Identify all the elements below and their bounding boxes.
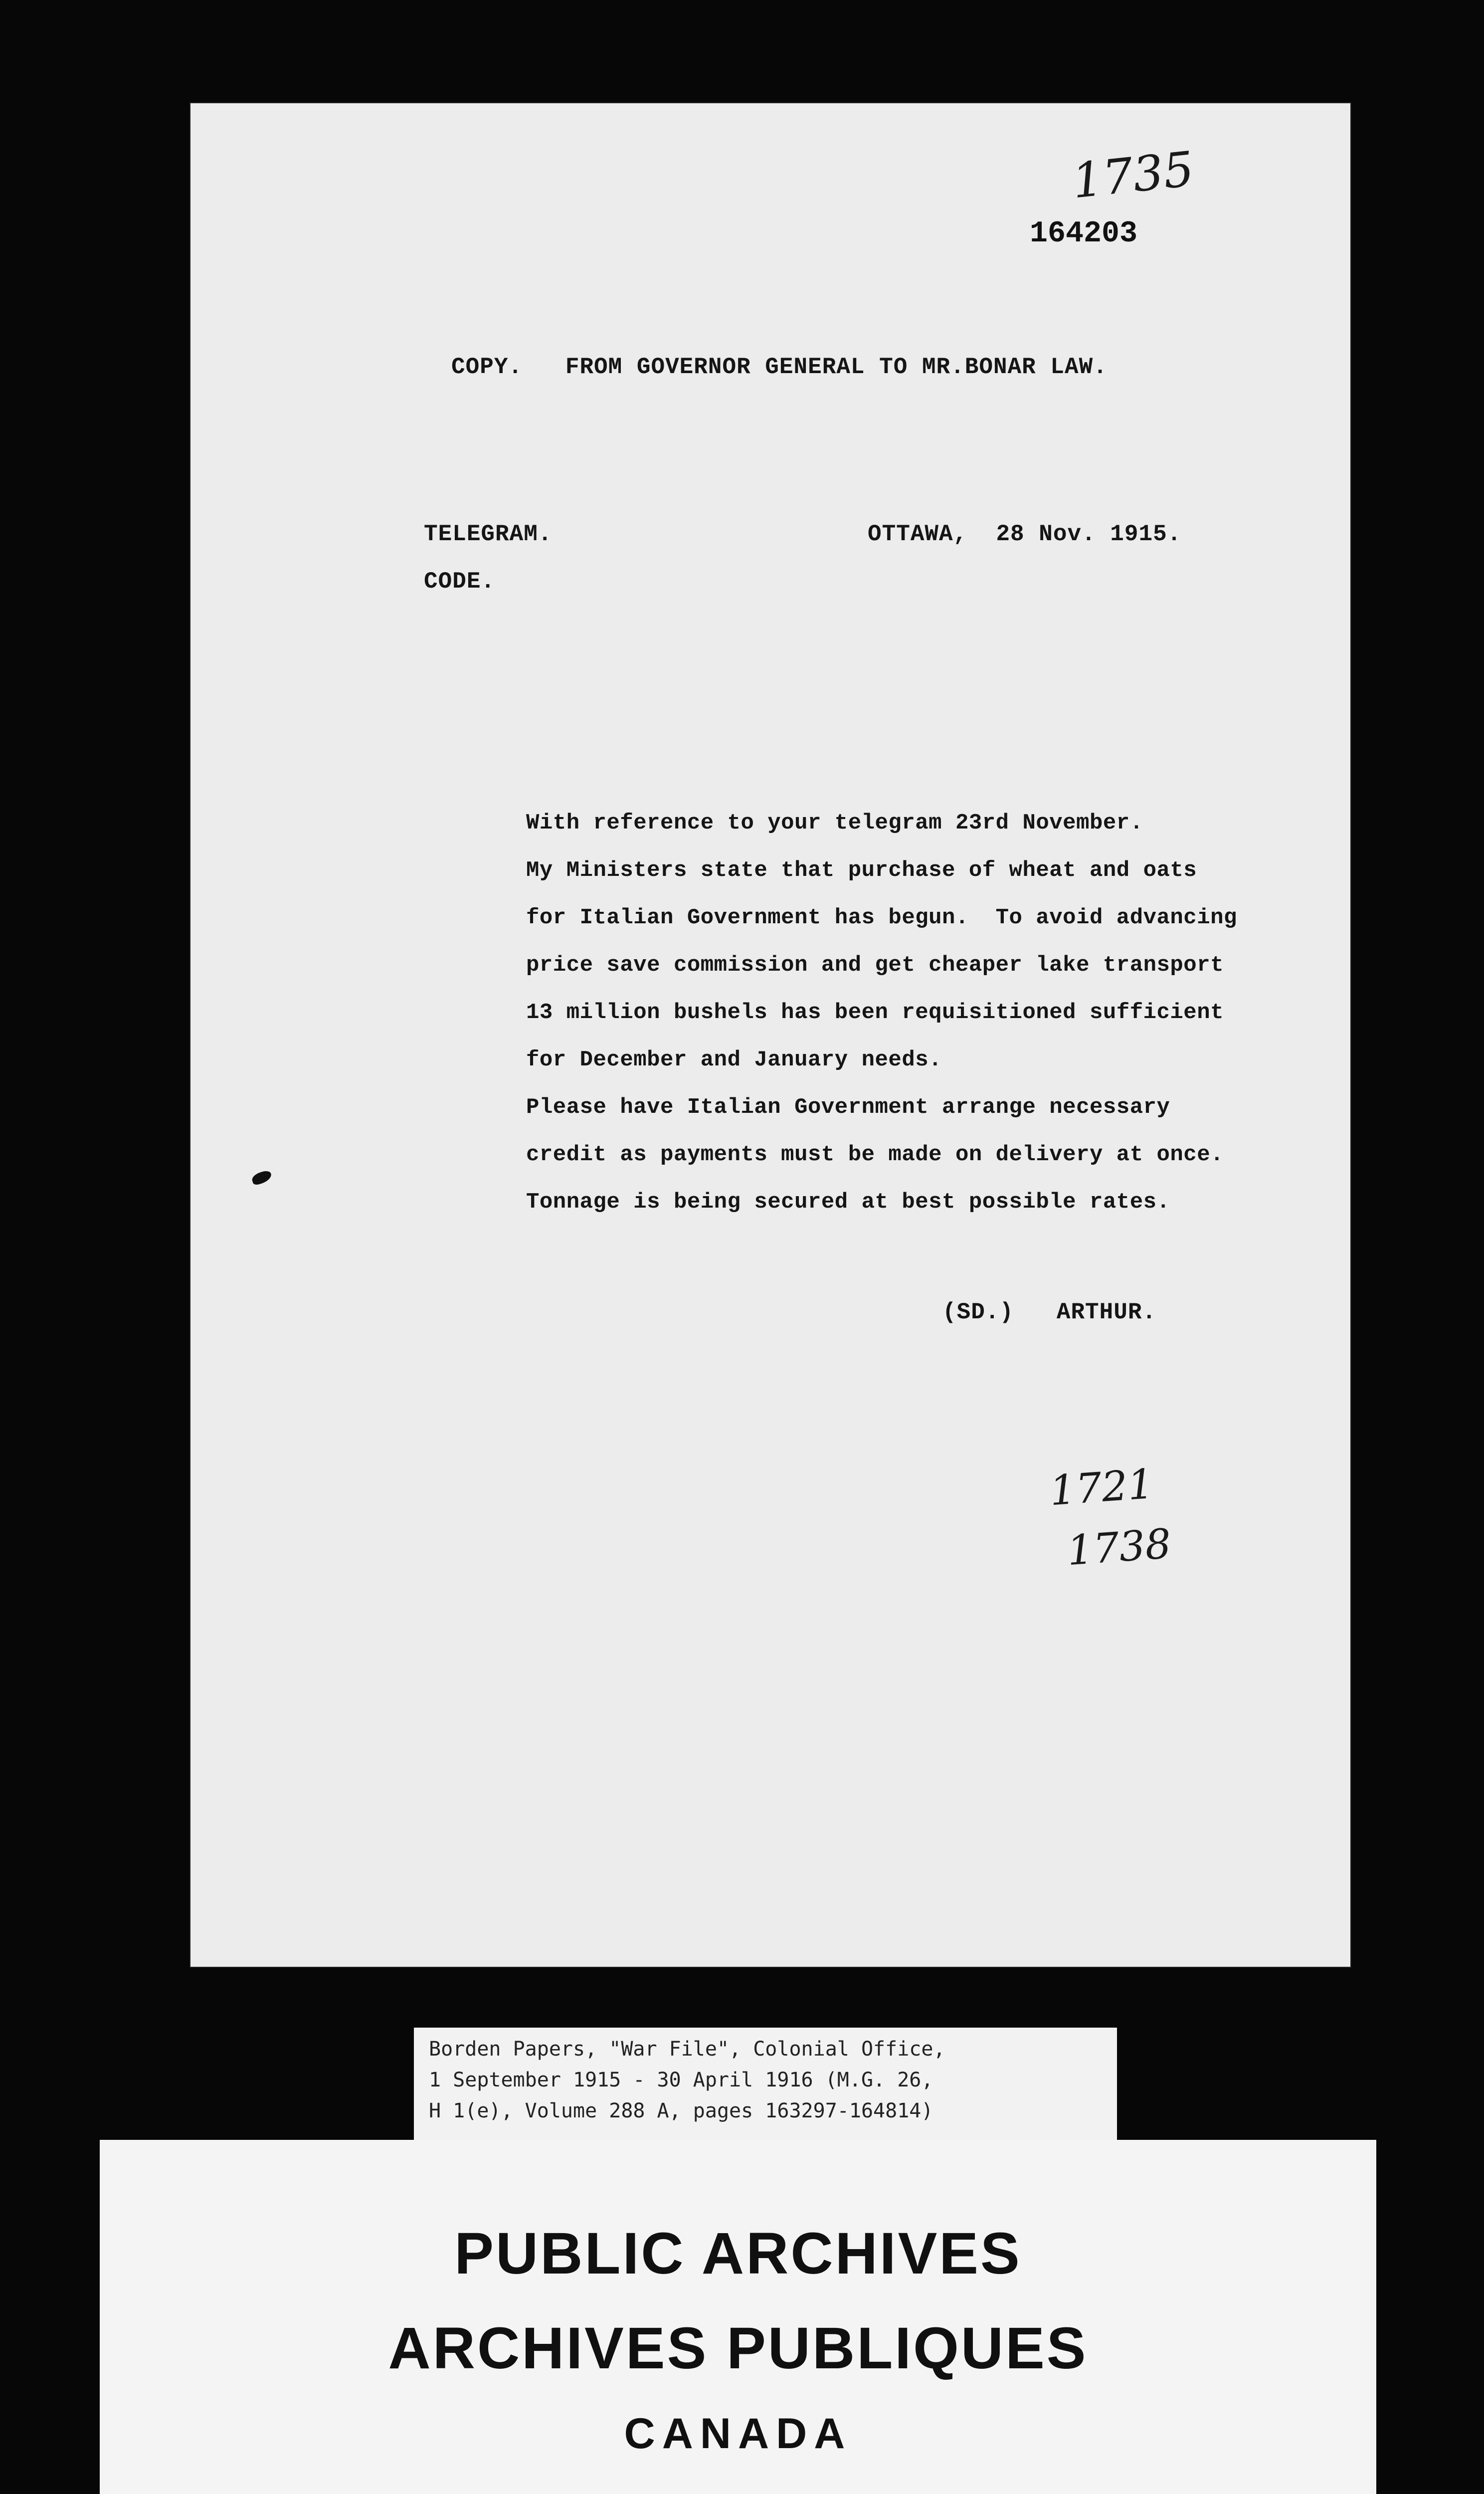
document-page: [189, 102, 1351, 1968]
place-and-date: OTTAWA, 28 Nov. 1915.: [868, 521, 1182, 547]
body-line-7: Please have Italian Government arrange necessary: [526, 1095, 1170, 1120]
body-line-3: for Italian Government has begun. To avoid advancing: [526, 905, 1237, 930]
document-heading: COPY. FROM GOVERNOR GENERAL TO MR.BONAR LAW.: [451, 354, 1108, 380]
handwritten-number-2: 1738: [1065, 1520, 1173, 1575]
archives-label-card: [100, 2140, 1376, 2494]
archives-country: CANADA: [624, 2410, 852, 2458]
body-line-9: Tonnage is being secured at best possible rates.: [526, 1190, 1170, 1215]
stamped-document-number: 164203: [1030, 217, 1138, 251]
handwritten-number-1: 1721: [1048, 1460, 1155, 1515]
body-line-6: for December and January needs.: [526, 1047, 942, 1072]
handwritten-page-number: 1735: [1069, 141, 1197, 209]
citation-line-1: Borden Papers, "War File", Colonial Office,: [429, 2038, 945, 2061]
body-line-8: credit as payments must be made on delivery at once.: [526, 1142, 1224, 1167]
telegram-label: TELEGRAM.: [424, 521, 553, 547]
citation-line-2: 1 September 1915 - 30 April 1916 (M.G. 26,: [429, 2069, 933, 2091]
body-line-1: With reference to your telegram 23rd November.: [526, 811, 1143, 835]
citation-line-3: H 1(e), Volume 288 A, pages 163297-164814): [429, 2099, 933, 2122]
body-line-4: price save commission and get cheaper lake transport: [526, 953, 1224, 978]
signature: (SD.) ARTHUR.: [942, 1299, 1157, 1325]
archives-title-english: PUBLIC ARCHIVES: [454, 2221, 1022, 2286]
code-label: CODE.: [424, 569, 496, 595]
archives-title-french: ARCHIVES PUBLIQUES: [388, 2315, 1088, 2381]
body-line-2: My Ministers state that purchase of wheat and oats: [526, 858, 1197, 883]
body-line-5: 13 million bushels has been requisitioned sufficient: [526, 1000, 1224, 1025]
citation-slip: [414, 2028, 1117, 2142]
